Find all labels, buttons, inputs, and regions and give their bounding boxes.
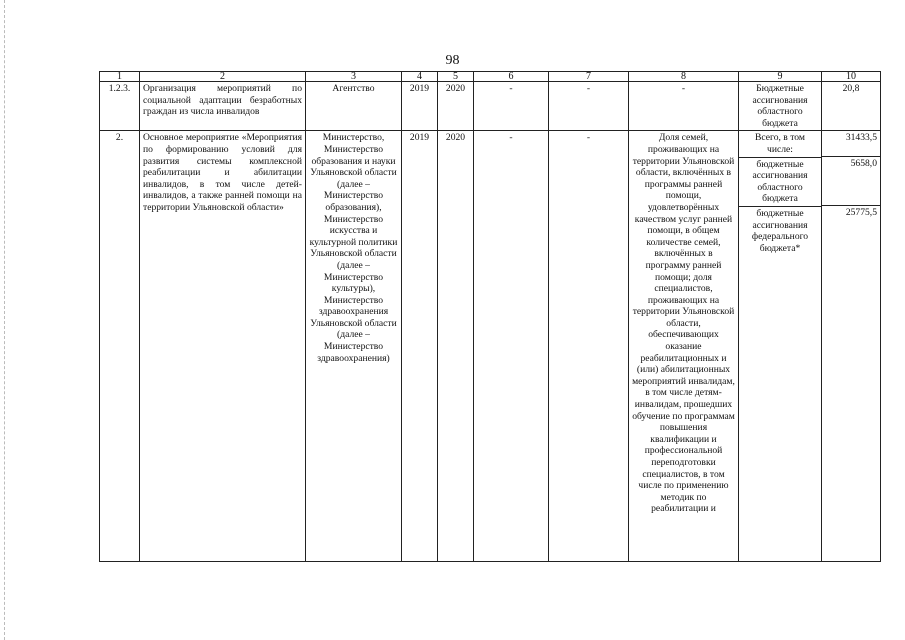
executor: Министерство, Министерство образования и науки Ульяновской области (далее – Министерство образования), Министерство искусства и культурной политики Ульяновской области (далее – Министерство культуры), Министерство здравоохранения Ульяновской области (далее – Министерство здравоохранения) [306, 131, 402, 562]
finance-source: бюджетные ассигнования областного бюджета [739, 158, 821, 207]
start-year: 2019 [402, 131, 438, 562]
item-number: 2. [100, 131, 140, 562]
finance-amount: 31433,5 [822, 131, 880, 157]
finance-amount: 20,8 [822, 82, 881, 131]
finance-source: Бюджетные ассигнования областного бюджета [739, 82, 822, 131]
header-cell: 2 [140, 72, 306, 82]
table-row [100, 131, 881, 562]
col7-value: - [549, 82, 629, 131]
item-name: Основное мероприятие «Мероприятия по формированию условий для развития системы комплексной реабилитации и абилитации инвалидов, в том числе детей-инвалидов, а также ранней помощи на территории Ульяновской области» [140, 131, 306, 562]
header-cell: 9 [739, 72, 822, 82]
header-cell: 4 [402, 72, 438, 82]
item-number: 1.2.3. [100, 82, 140, 131]
finance-source-list [739, 131, 822, 562]
end-year: 2020 [438, 131, 474, 562]
finance-amount: 25775,5 [845, 207, 877, 219]
header-cell: 6 [474, 72, 549, 82]
column-number-row [100, 72, 881, 82]
indicator: Доля семей, проживающих на территории Ульяновской области, включённых в программы ранней помощи, удовлетворённых качеством услуг ранней помощи, в общем количестве семей, включённых в программу ранней помощи; доля специалистов, проживающих на территории Ульяновской области, обеспечивающих оказание реабилитационных и (или) абилитационных мероприятий инвалидам, в том числе детям-инвалидам, прошедших обучение по программам повышения квалификации и профессиональной переподготовки специалистов, в том числе по применению методик по реабилитации и [629, 131, 739, 562]
finance-source: Всего, в том числе: [739, 131, 821, 157]
header-cell: 1 [100, 72, 140, 82]
scan-edge-mark [4, 0, 7, 640]
header-cell: 5 [438, 72, 474, 82]
table-row [100, 82, 881, 131]
col6-value: - [474, 131, 549, 562]
end-year: 2020 [438, 82, 474, 131]
col7-value: - [549, 131, 629, 562]
item-name: Организация мероприятий по социальной адаптации безработных граждан из числа инвалидов [140, 82, 306, 131]
col6-value: - [474, 82, 549, 131]
start-year: 2019 [402, 82, 438, 131]
header-cell: 10 [822, 72, 881, 82]
finance-amount: 5658,0 [822, 157, 880, 206]
header-cell: 7 [549, 72, 629, 82]
finance-amount-list [822, 131, 881, 562]
finance-source: бюджетные ассигнования федерального бюджета* [751, 207, 809, 254]
header-cell: 3 [306, 72, 402, 82]
page-number: 98 [445, 53, 460, 68]
indicator: - [629, 82, 739, 131]
header-cell: 8 [629, 72, 739, 82]
executor: Агентство [306, 82, 402, 131]
program-table [99, 71, 881, 562]
